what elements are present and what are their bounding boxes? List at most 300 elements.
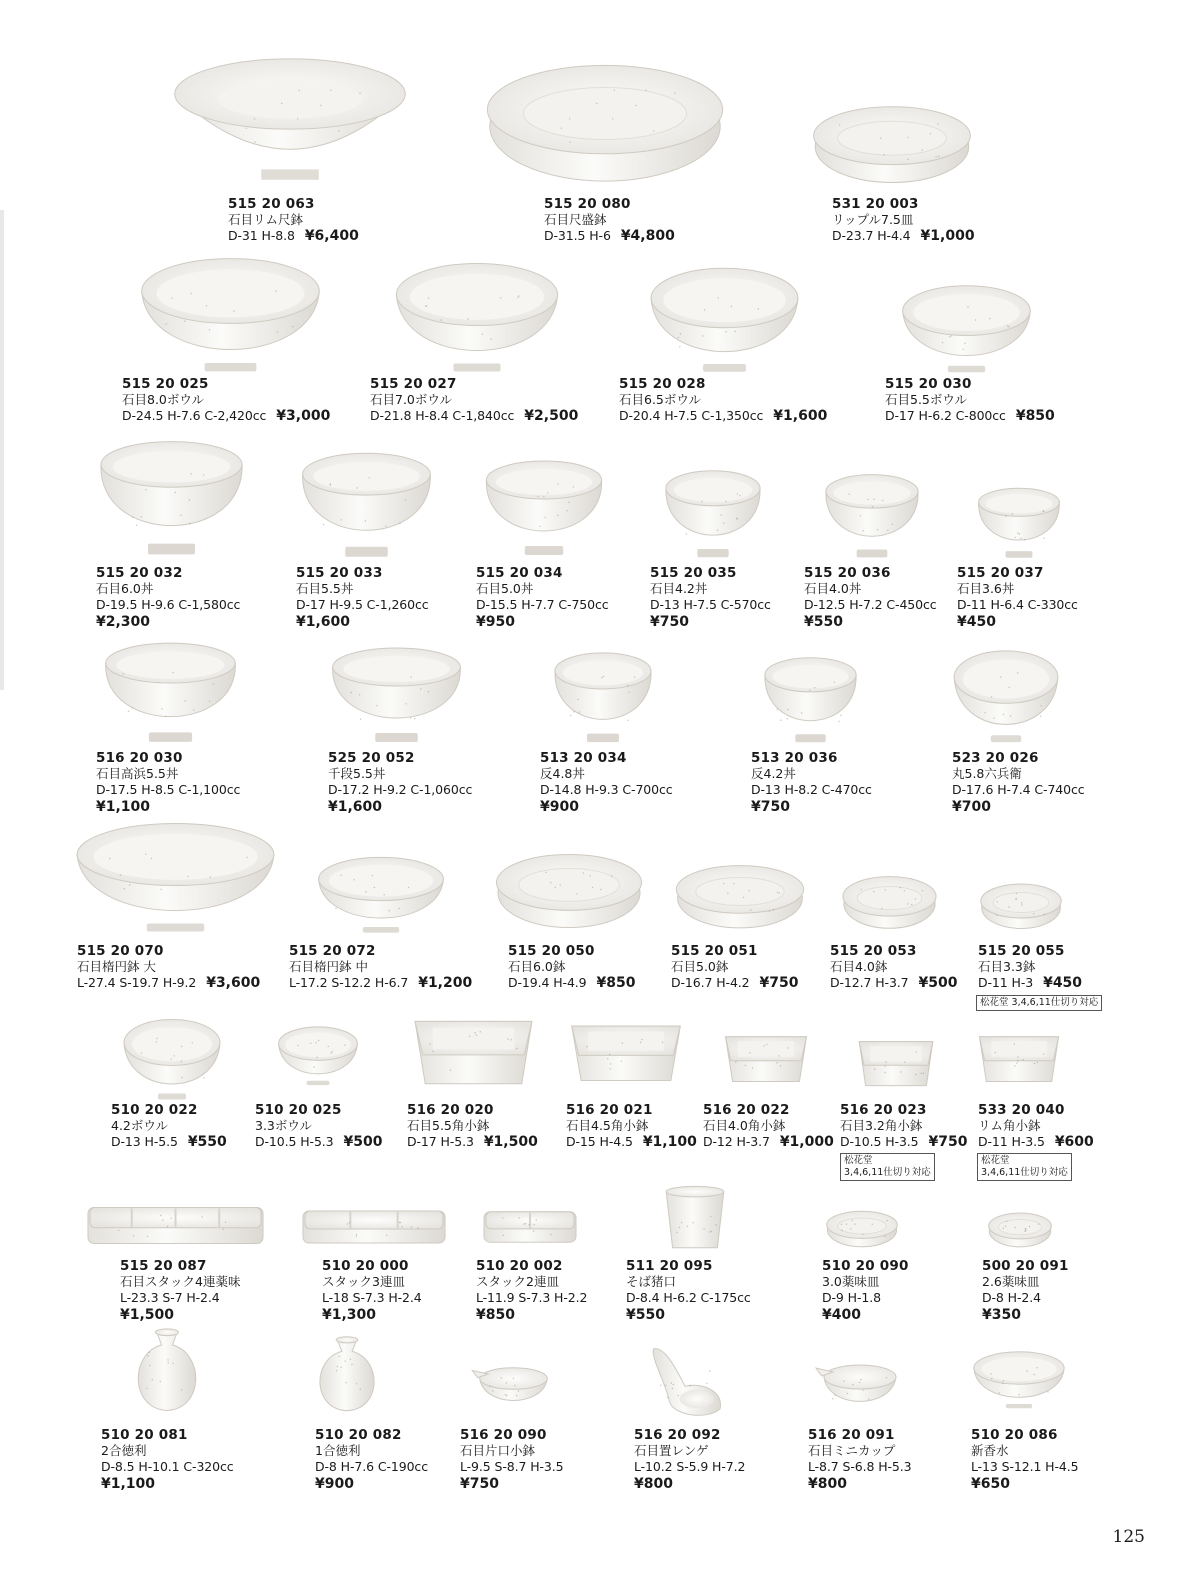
product-info	[407, 1102, 538, 1151]
product-price: ¥450	[957, 614, 996, 630]
product-code: 516 20 092	[634, 1427, 721, 1443]
product-info	[619, 376, 827, 425]
product-dimensions: D-16.7 H-4.2	[671, 975, 750, 990]
product-price: ¥550	[187, 1134, 227, 1150]
product-name: 石目楕円鉢 大	[77, 959, 156, 974]
product-price: ¥800	[634, 1476, 673, 1492]
product-code: 515 20 030	[885, 376, 972, 392]
product-dimensions: D-12.5 H-7.2 C-450cc	[804, 597, 937, 612]
product-name: 石目リム尺鉢	[228, 212, 304, 227]
product-price: ¥500	[918, 975, 958, 991]
product-dimensions: L-8.7 S-6.8 H-5.3	[808, 1459, 912, 1474]
product-info	[703, 1102, 834, 1151]
product-info	[650, 565, 771, 630]
product-code: 516 20 021	[566, 1102, 653, 1118]
product-dimensions: D-17 H-6.2 C-800cc	[885, 408, 1006, 423]
product-code: 513 20 036	[751, 750, 838, 766]
product-name: 石目6.5ボウル	[619, 392, 702, 407]
product-info	[830, 943, 958, 992]
page-number: 125	[1112, 1527, 1145, 1547]
product-price: ¥2,300	[96, 614, 151, 630]
product-name: 2.6薬味皿	[982, 1274, 1040, 1289]
product-code: 513 20 034	[540, 750, 627, 766]
product-image	[315, 1336, 379, 1413]
product-info	[476, 565, 609, 630]
product-image	[675, 860, 805, 930]
product-name: 石目5.5丼	[296, 581, 354, 596]
product-spec-line	[122, 408, 330, 425]
product-name: 石目置レンゲ	[634, 1443, 709, 1458]
product-dimensions: L-11.9 S-7.3 H-2.2	[476, 1290, 588, 1305]
product-info	[544, 196, 675, 245]
product-spec-line	[619, 408, 827, 425]
product-code: 515 20 055	[978, 943, 1065, 959]
product-code: 515 20 063	[228, 196, 315, 212]
product-price: ¥1,500	[120, 1307, 175, 1323]
product-code: 515 20 037	[957, 565, 1044, 581]
product-price: ¥800	[808, 1476, 847, 1492]
product-name: 石目5.0丼	[476, 581, 534, 596]
product-info	[957, 565, 1078, 630]
product-dimensions: D-14.8 H-9.3 C-700cc	[540, 782, 673, 797]
product-image	[976, 1030, 1062, 1086]
product-info	[96, 750, 240, 815]
product-dimensions: D-31 H-8.8	[228, 228, 295, 243]
product-price: ¥550	[626, 1307, 665, 1323]
product-image	[476, 1365, 551, 1410]
product-dimensions: D-17.2 H-9.2 C-1,060cc	[328, 782, 473, 797]
product-price: ¥850	[596, 975, 636, 991]
product-spec-line	[952, 782, 1085, 799]
product-image	[277, 1025, 359, 1087]
product-name: 新香水	[971, 1443, 1009, 1458]
product-name: 千段5.5丼	[328, 766, 386, 781]
product-name: そば猪口	[626, 1274, 677, 1289]
product-image	[484, 458, 604, 558]
product-name: 石目ミニカップ	[808, 1443, 896, 1458]
product-image	[484, 1208, 576, 1246]
product-name: 石目尺盛鉢	[544, 212, 607, 227]
product-image	[138, 255, 323, 375]
product-dimensions: D-20.4 H-7.5 C-1,350cc	[619, 408, 764, 423]
product-spec-line	[832, 228, 975, 245]
product-code: 523 20 026	[952, 750, 1039, 766]
product-image	[495, 848, 643, 930]
product-code: 510 20 022	[111, 1102, 198, 1118]
product-code: 516 20 023	[840, 1102, 927, 1118]
product-code: 515 20 025	[122, 376, 209, 392]
product-image	[73, 820, 278, 935]
product-spec-line	[650, 597, 771, 614]
product-price: ¥900	[540, 799, 579, 815]
product-dimensions: D-15.5 H-7.7 C-750cc	[476, 597, 609, 612]
product-code: 510 20 086	[971, 1427, 1058, 1443]
product-info	[508, 943, 636, 992]
product-spec-line	[808, 1459, 912, 1476]
product-name: 石目スタック4連薬味	[120, 1274, 241, 1289]
product-spec-line	[120, 1290, 240, 1307]
product-dimensions: D-9 H-1.8	[822, 1290, 881, 1305]
product-price: ¥750	[650, 614, 689, 630]
product-dimensions: L-9.5 S-8.7 H-3.5	[460, 1459, 564, 1474]
product-info	[101, 1427, 234, 1492]
product-price: ¥3,000	[276, 408, 331, 424]
product-code: 516 20 020	[407, 1102, 494, 1118]
product-price: ¥750	[928, 1134, 968, 1150]
product-info	[328, 750, 472, 815]
product-name: 石目4.0角小鉢	[703, 1118, 786, 1133]
product-price: ¥550	[804, 614, 843, 630]
product-image	[103, 640, 238, 745]
product-price: ¥1,000	[779, 1134, 834, 1150]
product-name: 石目高浜5.5丼	[96, 766, 179, 781]
product-image	[952, 648, 1060, 745]
product-name: 石目4.2丼	[650, 581, 708, 596]
product-info	[122, 376, 330, 425]
product-image	[567, 1018, 685, 1086]
product-image	[826, 1208, 898, 1248]
product-dimensions: D-19.5 H-9.6 C-1,580cc	[96, 597, 241, 612]
product-image	[98, 438, 245, 558]
product-dimensions: L-13 S-12.1 H-4.5	[971, 1459, 1079, 1474]
product-price: ¥1,100	[101, 1476, 156, 1492]
product-price: ¥1,100	[96, 799, 151, 815]
product-spec-line	[804, 597, 937, 614]
product-spec-line	[544, 228, 675, 245]
product-dimensions: D-8 H-2.4	[982, 1290, 1041, 1305]
product-info	[626, 1258, 751, 1323]
product-price: ¥700	[952, 799, 991, 815]
product-price: ¥650	[971, 1476, 1010, 1492]
product-name: 反4.8丼	[540, 766, 585, 781]
product-spec-line	[460, 1459, 564, 1476]
product-image	[300, 450, 433, 560]
product-code: 515 20 072	[289, 943, 376, 959]
product-spec-line	[982, 1290, 1069, 1307]
product-image	[722, 1030, 810, 1086]
product-spec-line	[476, 1290, 587, 1307]
product-dimensions: D-13 H-8.2 C-470cc	[751, 782, 872, 797]
product-price: ¥4,800	[620, 228, 675, 244]
product-spec-line	[840, 1134, 968, 1151]
product-spec-line	[626, 1290, 751, 1307]
product-code: 515 20 080	[544, 196, 631, 212]
product-price: ¥850	[476, 1307, 515, 1323]
product-name: 石目6.0丼	[96, 581, 154, 596]
product-dimensions: D-13 H-5.5	[111, 1134, 178, 1149]
product-dimensions: D-17 H-9.5 C-1,260cc	[296, 597, 429, 612]
product-dimensions: D-31.5 H-6	[544, 228, 611, 243]
product-info	[322, 1258, 422, 1323]
product-spec-line	[971, 1459, 1078, 1476]
product-price: ¥850	[1015, 408, 1055, 424]
product-code: 510 20 090	[822, 1258, 909, 1274]
product-code: 515 20 035	[650, 565, 737, 581]
product-info	[96, 565, 240, 630]
product-name: 石目8.0ボウル	[122, 392, 205, 407]
product-name: 反4.2丼	[751, 766, 796, 781]
product-name: スタック3連皿	[322, 1274, 405, 1289]
product-image	[988, 1210, 1052, 1248]
product-image	[900, 283, 1033, 375]
product-spec-line	[508, 975, 636, 992]
product-dimensions: D-21.8 H-8.4 C-1,840cc	[370, 408, 515, 423]
product-image	[303, 1207, 445, 1247]
product-dimensions: D-12 H-3.7	[703, 1134, 770, 1149]
product-spec-line	[634, 1459, 745, 1476]
product-dimensions: L-27.4 S-19.7 H-9.2	[77, 975, 197, 990]
product-image	[648, 265, 801, 375]
product-dimensions: D-24.5 H-7.6 C-2,420cc	[122, 408, 267, 423]
product-spec-line	[322, 1290, 422, 1307]
product-image	[393, 260, 561, 375]
partition-note: 松花堂 3,4,6,11仕切り対応	[840, 1153, 935, 1181]
product-name: 石目楕円鉢 中	[289, 959, 368, 974]
product-info	[296, 565, 429, 630]
product-name: 石目5.5ボウル	[885, 392, 968, 407]
product-dimensions: D-17 H-5.3	[407, 1134, 474, 1149]
product-spec-line	[978, 1134, 1094, 1151]
product-spec-line	[111, 1134, 227, 1151]
product-spec-line	[407, 1134, 538, 1151]
product-price: ¥350	[982, 1307, 1021, 1323]
product-spec-line	[957, 597, 1078, 614]
product-dimensions: D-17.5 H-8.5 C-1,100cc	[96, 782, 241, 797]
product-dimensions: L-18 S-7.3 H-2.4	[322, 1290, 422, 1305]
product-name: 石目6.0鉢	[508, 959, 566, 974]
product-price: ¥2,500	[524, 408, 579, 424]
product-image	[410, 1012, 537, 1090]
product-dimensions: D-8.4 H-6.2 C-175cc	[626, 1290, 751, 1305]
product-spec-line	[751, 782, 872, 799]
product-info	[634, 1427, 745, 1492]
product-image	[330, 645, 463, 745]
product-dimensions: D-11 H-6.4 C-330cc	[957, 597, 1078, 612]
product-info	[751, 750, 872, 815]
product-code: 511 20 095	[626, 1258, 713, 1274]
product-info	[832, 196, 975, 245]
product-dimensions: D-8.5 H-10.1 C-320cc	[101, 1459, 234, 1474]
product-spec-line	[255, 1134, 383, 1151]
product-name: 石目3.3鉢	[978, 959, 1036, 974]
product-name: 石目4.0丼	[804, 581, 862, 596]
product-image	[972, 1350, 1066, 1410]
product-image	[664, 468, 762, 560]
product-info	[671, 943, 799, 992]
product-spec-line	[885, 408, 1055, 425]
product-image	[824, 472, 920, 560]
product-name: リップル7.5皿	[832, 212, 914, 227]
product-info	[120, 1258, 240, 1323]
product-price: ¥750	[460, 1476, 499, 1492]
product-price: ¥500	[343, 1134, 383, 1150]
product-info	[978, 943, 1082, 992]
product-image	[977, 486, 1061, 560]
product-info	[952, 750, 1085, 815]
product-info	[77, 943, 260, 992]
product-spec-line	[476, 597, 609, 614]
product-code: 500 20 091	[982, 1258, 1069, 1274]
product-price: ¥1,600	[773, 408, 828, 424]
product-name: 石目5.5角小鉢	[407, 1118, 490, 1133]
product-image	[812, 100, 972, 185]
product-dimensions: D-12.7 H-3.7	[830, 975, 909, 990]
product-info	[315, 1427, 428, 1492]
product-spec-line	[540, 782, 673, 799]
product-image	[763, 655, 858, 745]
product-spec-line	[101, 1459, 234, 1476]
product-image	[646, 1345, 724, 1420]
product-price: ¥750	[759, 975, 799, 991]
product-code: 515 20 087	[120, 1258, 207, 1274]
product-code: 516 20 090	[460, 1427, 547, 1443]
product-name: リム角小鉢	[978, 1118, 1041, 1133]
product-dimensions: D-11 H-3	[978, 975, 1034, 990]
product-spec-line	[77, 975, 260, 992]
product-info	[460, 1427, 564, 1492]
product-info	[566, 1102, 697, 1151]
product-name: 2合徳利	[101, 1443, 147, 1458]
product-image	[122, 1017, 222, 1102]
product-code: 533 20 040	[978, 1102, 1065, 1118]
product-spec-line	[96, 597, 240, 614]
product-dimensions: D-8 H-7.6 C-190cc	[315, 1459, 428, 1474]
product-info	[982, 1258, 1069, 1323]
product-price: ¥1,000	[920, 228, 975, 244]
product-dimensions: D-10.5 H-5.3	[255, 1134, 334, 1149]
product-image	[170, 55, 410, 185]
product-dimensions: D-11 H-3.5	[978, 1134, 1045, 1149]
product-price: ¥1,500	[483, 1134, 538, 1150]
product-code: 515 20 032	[96, 565, 183, 581]
product-code: 516 20 030	[96, 750, 183, 766]
product-name: 石目4.0鉢	[830, 959, 888, 974]
partition-note: 松花堂 3,4,6,11仕切り対応	[977, 1153, 1072, 1181]
product-spec-line	[671, 975, 799, 992]
product-name: 石目3.2角小鉢	[840, 1118, 923, 1133]
product-spec-line	[370, 408, 578, 425]
product-code: 515 20 028	[619, 376, 706, 392]
product-code: 515 20 036	[804, 565, 891, 581]
product-info	[289, 943, 472, 992]
product-image	[820, 1362, 900, 1412]
product-image	[485, 55, 725, 185]
product-price: ¥3,600	[206, 975, 261, 991]
product-dimensions: L-10.2 S-5.9 H-7.2	[634, 1459, 746, 1474]
product-code: 525 20 052	[328, 750, 415, 766]
product-name: 石目7.0ボウル	[370, 392, 453, 407]
product-info	[370, 376, 578, 425]
product-price: ¥1,600	[328, 799, 383, 815]
product-name: 3.0薬味皿	[822, 1274, 880, 1289]
product-dimensions: D-15 H-4.5	[566, 1134, 633, 1149]
product-image	[553, 650, 653, 745]
product-name: 丸5.8六兵衛	[952, 766, 1022, 781]
product-info	[111, 1102, 227, 1151]
product-spec-line	[289, 975, 472, 992]
product-code: 515 20 053	[830, 943, 917, 959]
product-price: ¥950	[476, 614, 515, 630]
product-info	[808, 1427, 912, 1492]
product-image	[133, 1328, 201, 1413]
product-spec-line	[328, 782, 472, 799]
product-name: 1合徳利	[315, 1443, 361, 1458]
product-info	[885, 376, 1055, 425]
product-dimensions: D-23.7 H-4.4	[832, 228, 911, 243]
product-spec-line	[315, 1459, 428, 1476]
product-price: ¥1,600	[296, 614, 351, 630]
product-price: ¥6,400	[304, 228, 359, 244]
partition-note: 松花堂 3,4,6,11仕切り対応	[976, 995, 1102, 1011]
product-info	[228, 196, 359, 245]
product-dimensions: L-17.2 S-12.2 H-6.7	[289, 975, 409, 990]
product-code: 510 20 000	[322, 1258, 409, 1274]
product-image	[316, 855, 446, 935]
product-dimensions: D-17.6 H-7.4 C-740cc	[952, 782, 1085, 797]
product-info	[822, 1258, 909, 1323]
product-name: 石目4.5角小鉢	[566, 1118, 649, 1133]
product-price: ¥400	[822, 1307, 861, 1323]
product-code: 515 20 033	[296, 565, 383, 581]
product-code: 516 20 022	[703, 1102, 790, 1118]
product-image	[88, 1203, 263, 1248]
product-name: 3.3ボウル	[255, 1118, 313, 1133]
product-info	[978, 1102, 1094, 1151]
page-edge-strip	[0, 210, 4, 690]
product-info	[476, 1258, 587, 1323]
product-spec-line	[96, 782, 240, 799]
product-spec-line	[228, 228, 359, 245]
product-code: 510 20 081	[101, 1427, 188, 1443]
product-code: 515 20 070	[77, 943, 164, 959]
product-name: 石目5.0鉢	[671, 959, 729, 974]
product-image	[663, 1185, 727, 1251]
product-spec-line	[978, 975, 1082, 992]
product-price: ¥1,100	[642, 1134, 697, 1150]
product-spec-line	[822, 1290, 909, 1307]
product-code: 515 20 034	[476, 565, 563, 581]
product-code: 515 20 051	[671, 943, 758, 959]
product-name: 石目3.6丼	[957, 581, 1015, 596]
product-code: 515 20 027	[370, 376, 457, 392]
product-price: ¥900	[315, 1476, 354, 1492]
product-code: 531 20 003	[832, 196, 919, 212]
product-dimensions: D-13 H-7.5 C-570cc	[650, 597, 771, 612]
product-image	[856, 1035, 936, 1090]
product-code: 515 20 050	[508, 943, 595, 959]
product-spec-line	[296, 597, 429, 614]
product-info	[971, 1427, 1078, 1492]
product-code: 516 20 091	[808, 1427, 895, 1443]
product-info	[540, 750, 673, 815]
product-code: 510 20 002	[476, 1258, 563, 1274]
product-name: スタック2連皿	[476, 1274, 559, 1289]
product-name: 石目片口小鉢	[460, 1443, 536, 1458]
product-dimensions: D-10.5 H-3.5	[840, 1134, 919, 1149]
product-code: 510 20 082	[315, 1427, 402, 1443]
product-price: ¥600	[1054, 1134, 1094, 1150]
product-dimensions: L-23.3 S-7 H-2.4	[120, 1290, 220, 1305]
product-spec-line	[566, 1134, 697, 1151]
product-price: ¥450	[1043, 975, 1083, 991]
product-spec-line	[703, 1134, 834, 1151]
product-code: 510 20 025	[255, 1102, 342, 1118]
product-info	[840, 1102, 968, 1151]
product-info	[804, 565, 937, 630]
product-name: 4.2ボウル	[111, 1118, 169, 1133]
product-image	[842, 872, 937, 930]
product-dimensions: D-19.4 H-4.9	[508, 975, 587, 990]
